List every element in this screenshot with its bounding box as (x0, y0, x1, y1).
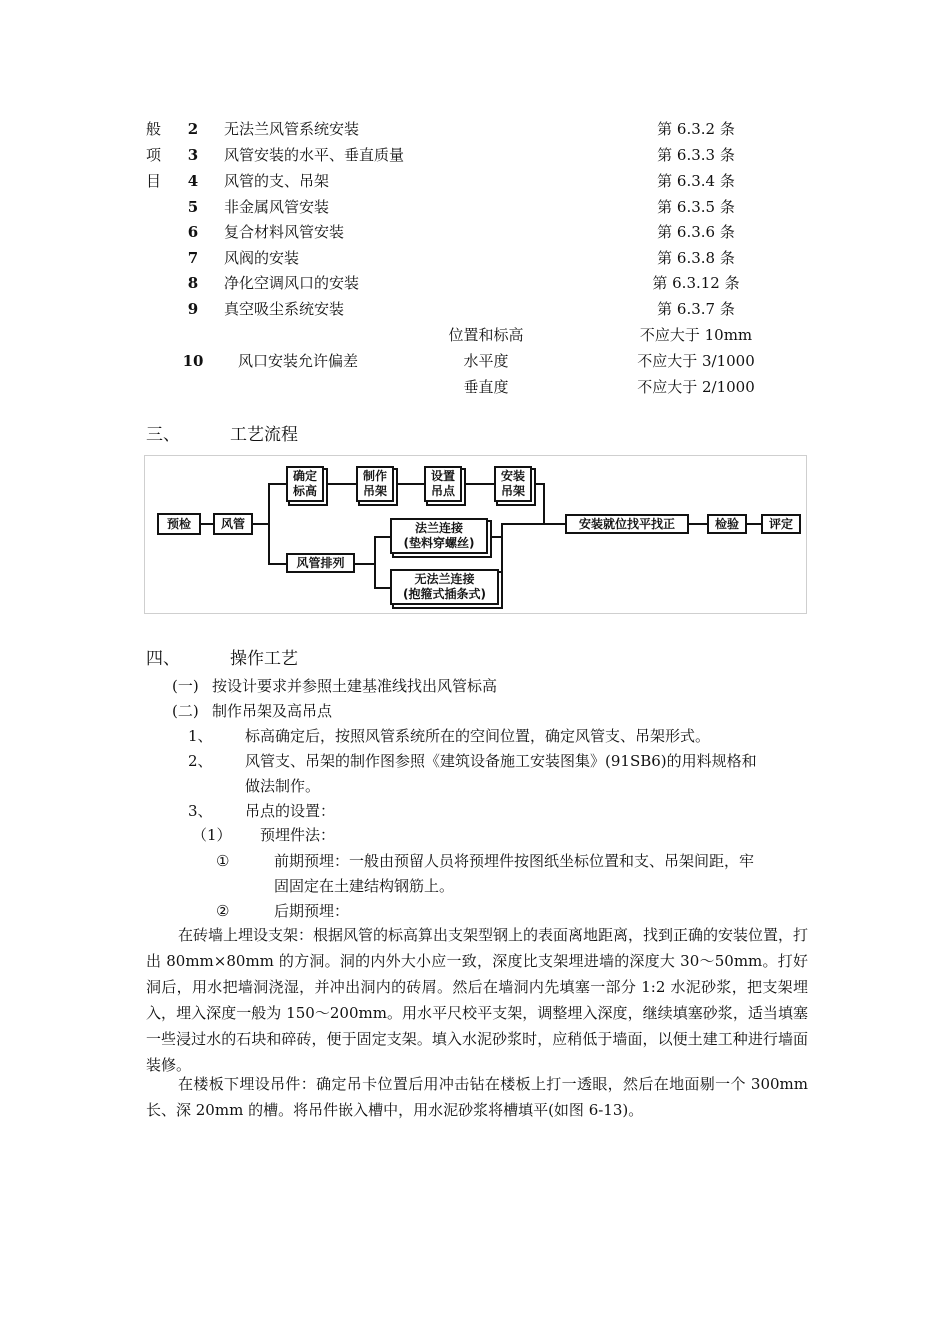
flow-step-label: 安装 (500, 469, 525, 483)
flow-step-label: 设置 (430, 469, 455, 483)
row-number: 4 (187, 172, 199, 190)
section-number: 三、 (146, 425, 180, 445)
flow-connector (268, 483, 270, 565)
flow-step-label: 制作 (362, 469, 387, 483)
flow-step-jianyan (707, 514, 747, 534)
step-number: （1） (192, 826, 232, 844)
step-number: (二) (172, 702, 199, 720)
flow-step-label: (抱箍式插条式) (403, 587, 486, 601)
flow-connector (689, 523, 707, 525)
flow-connector (543, 483, 545, 525)
row-ref: 第 6.3.5 条 (657, 198, 735, 216)
flow-step-yujian (157, 513, 201, 535)
flow-connector (324, 483, 356, 485)
row-number: 2 (187, 120, 199, 138)
flow-connector (488, 536, 502, 538)
row-ref: 第 6.3.2 条 (657, 120, 735, 138)
step-text: 按设计要求并参照土建基准线找出风管标高 (212, 677, 498, 695)
flow-step-shezhi (424, 466, 462, 502)
flow-step-label: 无法兰连接 (414, 572, 475, 586)
row-item: 净化空调风口的安装 (224, 274, 360, 292)
side-label-char: 般 (146, 120, 162, 138)
subitem-label: 位置和标高 (448, 326, 524, 344)
step-text: 标高确定后，按照风管系统所在的空间位置，确定风管支、吊架形式。 (245, 727, 711, 745)
step-number: ① (216, 852, 230, 870)
flow-step-fengguan (213, 513, 253, 535)
step-text: 前期预埋：一般由预留人员将预埋件按图纸坐标位置和支、吊架间距，牢 (274, 852, 755, 870)
step-text: 风管支、吊架的制作图参照《建筑设备施工安装图集》(91SB6)的用料规格和 (245, 752, 757, 770)
step-number: 3、 (188, 802, 213, 820)
step-text: 制作吊架及高吊点 (212, 702, 333, 720)
step-text: 预埋件法： (260, 826, 336, 844)
flow-step-label: 预检 (166, 516, 191, 531)
flow-connector (747, 523, 761, 525)
flow-step-label: 吊点 (430, 484, 455, 498)
subitem-value: 不应大于 2/1000 (637, 378, 755, 396)
row-number: 9 (187, 300, 199, 318)
row-ref: 第 6.3.4 条 (657, 172, 735, 190)
flow-step-pailie (286, 553, 355, 573)
row-number: 3 (187, 146, 199, 164)
row-item: 风管安装的水平、垂直质量 (224, 146, 405, 164)
row-item: 无法兰风管系统安装 (224, 120, 360, 138)
step-number: (一) (172, 677, 199, 695)
flow-step-label: (垫料穿螺丝) (403, 536, 475, 550)
flow-connector (462, 483, 494, 485)
process-flowchart (144, 455, 807, 614)
flow-connector (394, 483, 424, 485)
step-number: 2、 (188, 752, 213, 770)
flow-step-label: 确定 (292, 469, 317, 483)
flow-connector (268, 483, 286, 485)
side-label-char: 目 (146, 172, 162, 190)
flow-step-pingding (761, 514, 801, 534)
subitem-value: 不应大于 10mm (639, 326, 753, 344)
row-item: 风管的支、吊架 (224, 172, 330, 190)
flow-step-label: 检验 (714, 516, 739, 531)
flow-connector (374, 536, 376, 589)
body-paragraph: 在砖墙上埋设支架：根据风管的标高算出支架型钢上的表面离地距离，找到正确的安装位置，打出 80mm×80mm 的方洞。洞的内外大小应一致，深度比支架埋进墙的深度大 30～50mm。打好洞后，用水把墙洞浇湿，并冲出洞内的砖屑。然后在墙洞内先填塞一部分 1:2 水泥砂浆，把支架埋入，埋入深度一般为 150～200mm。用水平尺校平支架，调整埋入深度，继续填塞砂浆，适当填塞一些浸过水的石块和碎砖，便于固定支架。填入水泥砂浆时，应稍低于墙面，以便土建工种进行墙面装修。 (146, 926, 809, 1074)
step-number: 1、 (188, 727, 213, 745)
row-ref: 第 6.3.3 条 (657, 146, 735, 164)
subitem-label: 水平度 (463, 352, 509, 370)
row-number: 10 (182, 352, 204, 370)
section-title: 操作工艺 (230, 649, 298, 669)
subitem-value: 不应大于 3/1000 (637, 352, 755, 370)
flow-step-label: 法兰连接 (414, 521, 463, 535)
step-text-continued: 做法制作。 (245, 777, 321, 795)
flow-step-label: 风管排列 (296, 555, 345, 570)
row-number: 7 (187, 249, 199, 267)
row-item: 风口安装允许偏差 (238, 352, 359, 370)
flow-step-queding (286, 466, 324, 502)
flow-connector (501, 523, 503, 589)
flow-connector (501, 523, 565, 525)
subitem-label: 垂直度 (463, 378, 509, 396)
section-number: 四、 (146, 649, 180, 669)
flow-step-label: 吊架 (362, 484, 387, 498)
step-number: ② (216, 902, 230, 920)
flow-connector (201, 523, 213, 525)
body-paragraph: 在楼板下埋设吊件：确定吊卡位置后用冲击钻在楼板上打一透眼，然后在地面剔一个 300mm 长、深 20mm 的槽。将吊件嵌入槽中，用水泥砂浆将槽填平(如图 6-13)。 (146, 1075, 808, 1119)
row-number: 5 (187, 198, 199, 216)
flow-connector (374, 587, 390, 589)
row-ref: 第 6.3.7 条 (657, 300, 735, 318)
flow-step-wufalan (390, 569, 499, 605)
flow-step-anzhuang (494, 466, 532, 502)
flow-step-label: 安装就位找平找正 (578, 516, 675, 531)
flow-step-label: 评定 (768, 516, 793, 531)
step-text: 后期预埋： (274, 902, 350, 920)
flow-connector (268, 563, 286, 565)
section-title: 工艺流程 (230, 425, 298, 445)
flow-connector (253, 523, 269, 525)
row-item: 复合材料风管安装 (224, 223, 345, 241)
row-ref: 第 6.3.6 条 (657, 223, 735, 241)
row-number: 6 (187, 223, 199, 241)
row-ref: 第 6.3.12 条 (652, 274, 740, 292)
flow-connector (374, 536, 390, 538)
row-item: 风阀的安装 (224, 249, 300, 267)
flow-step-jiuwei (565, 514, 689, 534)
flow-step-zhizuo (356, 466, 394, 502)
row-item: 非金属风管安装 (224, 198, 330, 216)
flow-step-label: 吊架 (500, 484, 525, 498)
row-item: 真空吸尘系统安装 (224, 300, 345, 318)
flow-step-label: 标高 (292, 484, 317, 498)
row-ref: 第 6.3.8 条 (657, 249, 735, 267)
step-text-continued: 固固定在土建结构钢筋上。 (274, 877, 455, 895)
flow-step-label: 风管 (220, 516, 245, 531)
row-number: 8 (187, 274, 199, 292)
step-text: 吊点的设置： (245, 802, 336, 820)
flow-connector (355, 563, 375, 565)
side-label-char: 项 (146, 146, 162, 164)
flow-step-falan (390, 518, 488, 554)
